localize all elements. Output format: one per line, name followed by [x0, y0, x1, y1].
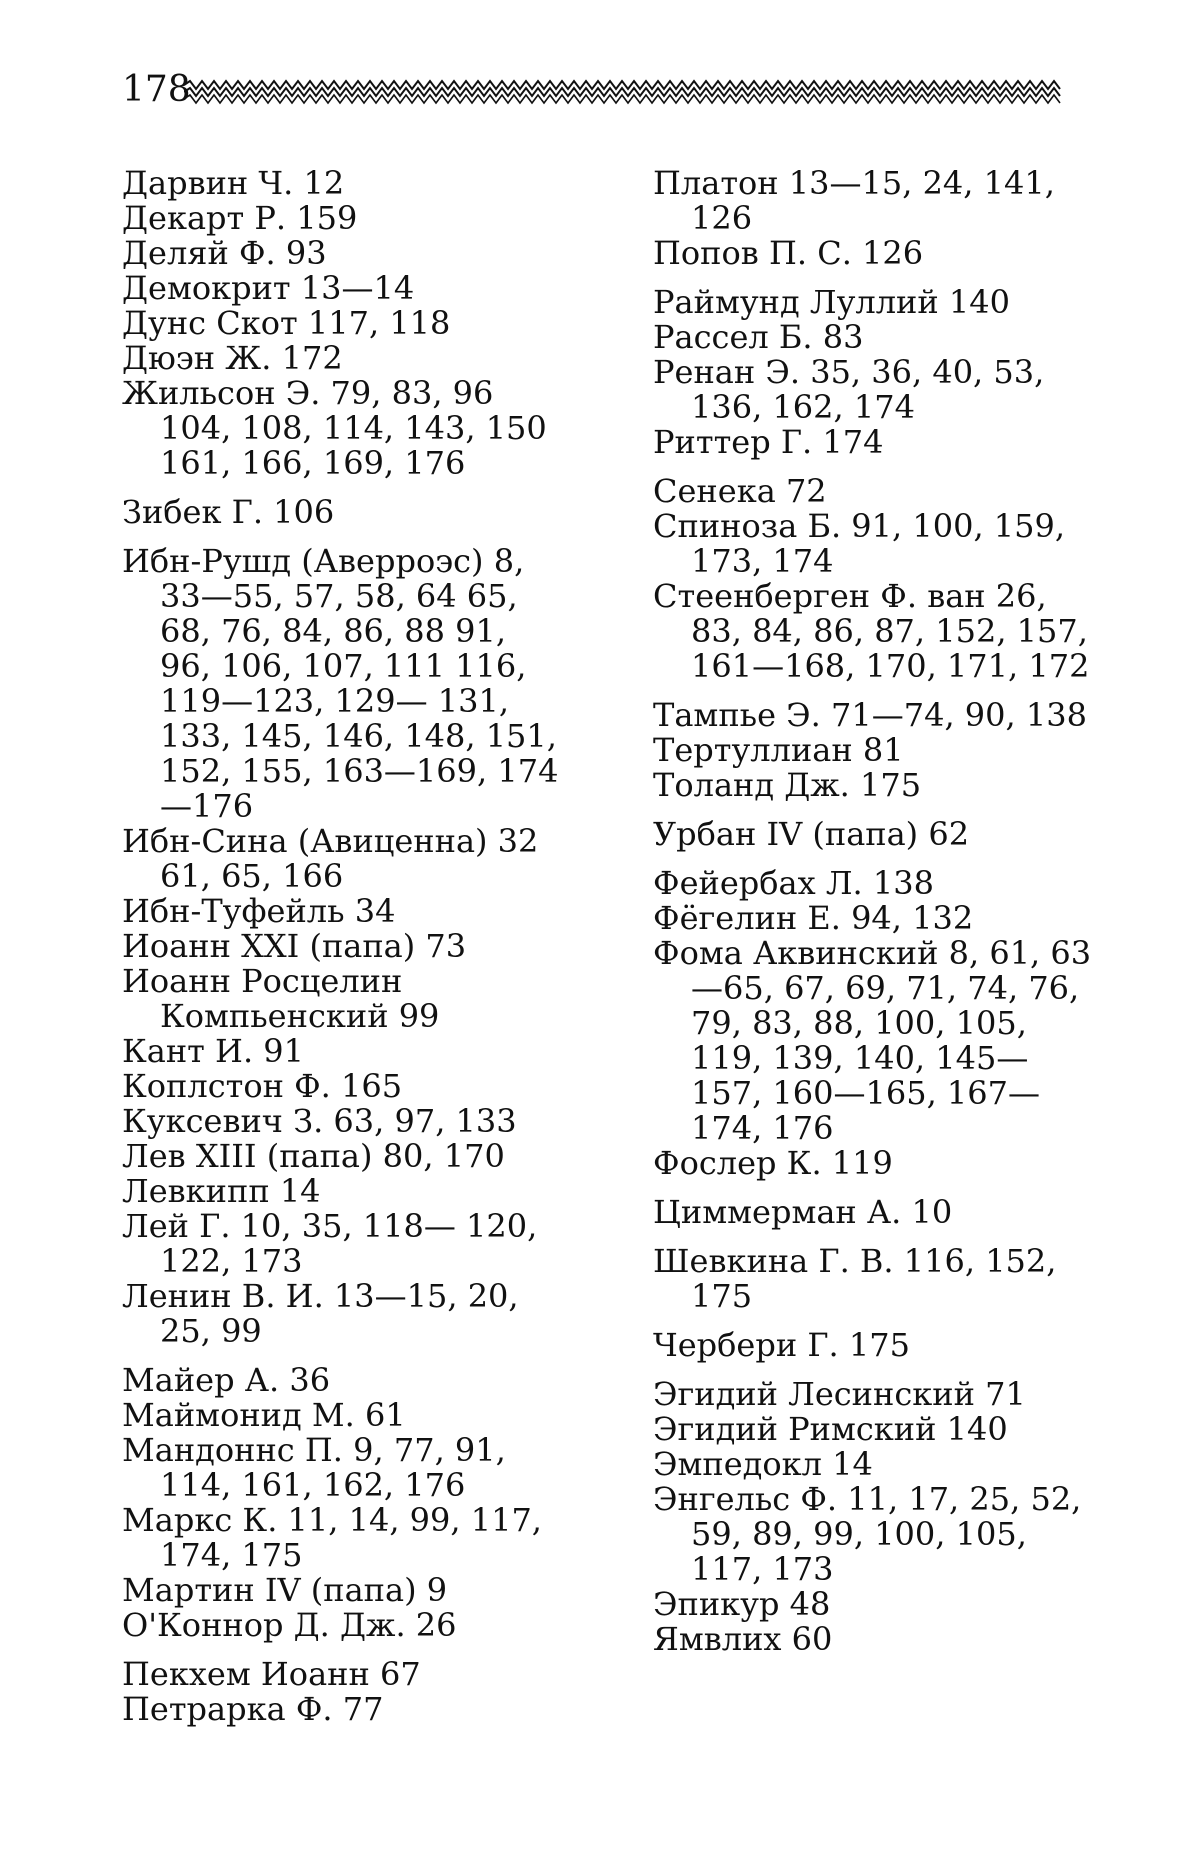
index-entry: Энгельс Ф. 11, 17, 25, 52, 59, 89, 99, 100, 105, 117, 173	[653, 1480, 1082, 1588]
index-entry: Ибн-Рушд (Аверроэс) 8, 33—55, 57, 58, 64 65, 68, 76, 84, 86, 88 91, 96, 106, 107, 111 116, 119—123, 129— 131, 133, 145, 146, 148, 151, 152, 155, 163—169, 174—176	[122, 542, 559, 825]
index-entry: Фослер К. 119	[653, 1144, 893, 1182]
index-entry: Маркс К. 11, 14, 99, 117, 174, 175	[122, 1501, 542, 1574]
index-entry: Левкипп 14	[122, 1172, 321, 1210]
index-entry: Циммерман А. 10	[653, 1193, 953, 1231]
index-entry: Попов П. С. 126	[653, 234, 924, 272]
index-entry: Сенека 72	[653, 472, 827, 510]
decorative-zigzag-rule	[184, 78, 1064, 106]
index-entry: Тампье Э. 71—74, 90, 138	[653, 696, 1087, 734]
index-column-right	[653, 166, 1093, 1657]
index-entry: Ибн-Сина (Авиценна) 32 61, 65, 166	[122, 822, 539, 895]
index-entry: Декарт Р. 159	[122, 199, 358, 237]
index-entry: Иоанн Росцелин Компьенский 99	[122, 962, 440, 1035]
index-entry: Ленин В. И. 13—15, 20, 25, 99	[122, 1277, 519, 1350]
index-entry: Коплстон Ф. 165	[122, 1067, 403, 1105]
index-entry: Ямвлих 60	[653, 1620, 833, 1658]
index-entry: О'Коннор Д. Дж. 26	[122, 1606, 457, 1644]
index-entry: Чербери Г. 175	[653, 1326, 910, 1364]
index-entry: Эпикур 48	[653, 1585, 831, 1623]
index-entry: Демокрит 13—14	[122, 269, 415, 307]
index-entry: Рассел Б. 83	[653, 318, 864, 356]
index-entry: Фома Аквинский 8, 61, 63—65, 67, 69, 71, 74, 76, 79, 83, 88, 100, 105, 119, 139, 140, 145—157, 160—165, 167—174, 176	[653, 934, 1092, 1147]
index-entry: Стеенберген Ф. ван 26, 83, 84, 86, 87, 152, 157, 161—168, 170, 171, 172	[653, 577, 1090, 685]
index-entry: Ренан Э. 35, 36, 40, 53, 136, 162, 174	[653, 353, 1045, 426]
index-entry: Фейербах Л. 138	[653, 864, 934, 902]
index-entry: Фёгелин Е. 94, 132	[653, 899, 974, 937]
index-entry: Шевкина Г. В. 116, 152, 175	[653, 1242, 1057, 1315]
index-entry: Эгидий Римский 140	[653, 1410, 1008, 1448]
index-entry: Дюэн Ж. 172	[122, 339, 343, 377]
index-entry: Платон 13—15, 24, 141, 126	[653, 164, 1055, 237]
index-entry: Пекхем Иоанн 67	[122, 1655, 421, 1693]
index-entry: Куксевич З. 63, 97, 133	[122, 1102, 517, 1140]
index-entry: Майер А. 36	[122, 1361, 331, 1399]
index-entry: Лей Г. 10, 35, 118— 120, 122, 173	[122, 1207, 538, 1280]
index-entry: Кант И. 91	[122, 1032, 305, 1070]
index-entry: Петрарка Ф. 77	[122, 1690, 384, 1728]
index-entry: Эмпедокл 14	[653, 1445, 873, 1483]
index-entry: Риттер Г. 174	[653, 423, 884, 461]
index-entry: Дарвин Ч. 12	[122, 164, 345, 202]
index-entry: Мартин IV (папа) 9	[122, 1571, 448, 1609]
index-entry: Лев XIII (папа) 80, 170	[122, 1137, 505, 1175]
index-entry: Жильсон Э. 79, 83, 96 104, 108, 114, 143, 150 161, 166, 169, 176	[122, 374, 547, 482]
index-entry: Спиноза Б. 91, 100, 159, 173, 174	[653, 507, 1066, 580]
index-entry: Эгидий Лесинский 71	[653, 1375, 1026, 1413]
index-entry: Толанд Дж. 175	[653, 766, 922, 804]
index-entry: Деляй Ф. 93	[122, 234, 327, 272]
index-entry: Дунс Скот 117, 118	[122, 304, 451, 342]
index-entry: Раймунд Луллий 140	[653, 283, 1010, 321]
index-entry: Ибн-Туфейль 34	[122, 892, 396, 930]
index-entry: Зибек Г. 106	[122, 493, 335, 531]
index-entry: Иоанн XXI (папа) 73	[122, 927, 467, 965]
index-entry: Мандоннс П. 9, 77, 91, 114, 161, 162, 176	[122, 1431, 506, 1504]
index-entry: Тертуллиан 81	[653, 731, 904, 769]
index-entry: Маймонид М. 61	[122, 1396, 406, 1434]
page-number: 178	[122, 69, 191, 110]
index-entry: Урбан IV (папа) 62	[653, 815, 970, 853]
index-column-left	[122, 166, 562, 1727]
